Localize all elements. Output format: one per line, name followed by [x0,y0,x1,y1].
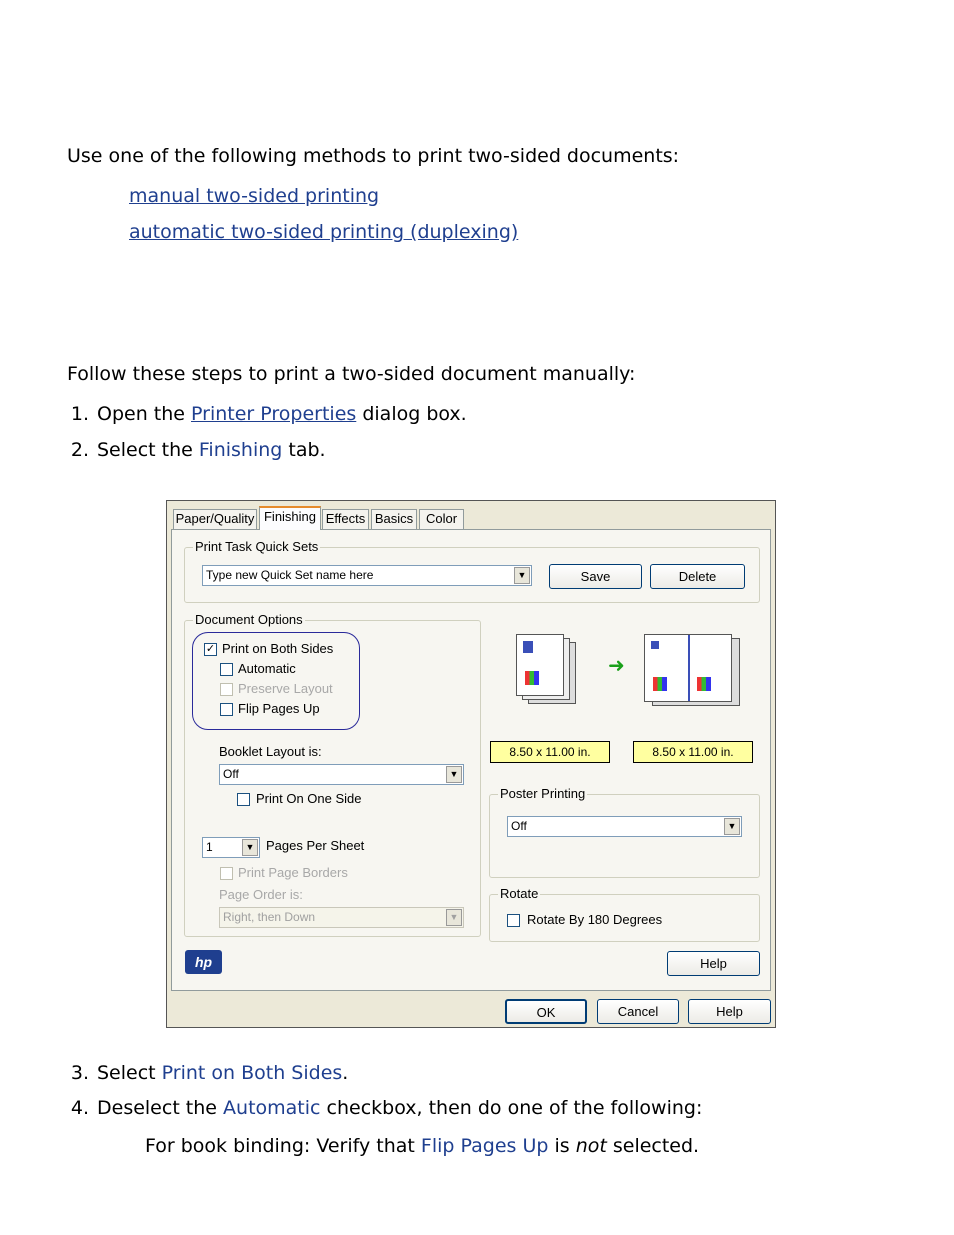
booklet-layout-label: Booklet Layout is: [219,744,322,759]
page-borders-label: Print Page Borders [238,865,348,880]
single-page-icon [516,634,564,696]
booklet-layout-combo[interactable] [219,764,464,785]
tab-color[interactable]: Color [419,509,464,529]
chevron-down-icon: ▼ [446,909,462,926]
size-label-left: 8.50 x 11.00 in. [490,741,610,763]
preserve-layout-label: Preserve Layout [238,681,333,696]
step-1 [57,403,467,425]
note-emphasis: not [575,1135,607,1157]
print-one-side-checkbox[interactable] [237,793,250,806]
poster-printing-label: Poster Printing [500,786,586,801]
automatic-highlight: Automatic [223,1097,321,1119]
manual-two-sided-link[interactable]: manual two-sided printing [129,185,380,207]
page-header-block [523,641,533,653]
tab-finishing[interactable]: Finishing [259,506,321,530]
finishing-highlight: Finishing [198,439,283,461]
pages-per-sheet-label: Pages Per Sheet [266,838,365,853]
step-text: . [342,1062,349,1084]
flip-pages-checkbox[interactable] [220,703,233,716]
document-options-label: Document Options [195,612,303,627]
booklet-icon [644,634,732,702]
booklet-spine [688,635,690,701]
tab-effects[interactable]: Effects [322,509,369,529]
step-text: checkbox, then do one of the following: [320,1097,703,1119]
help-inner-button[interactable]: Help [667,951,760,976]
automatic-checkbox[interactable] [220,663,233,676]
flip-pages-label: Flip Pages Up [238,701,320,716]
step-4 [57,1097,702,1119]
preserve-layout-checkbox [220,683,233,696]
chevron-down-icon[interactable]: ▼ [242,839,258,856]
tab-basics[interactable]: Basics [371,509,417,529]
delete-button[interactable]: Delete [650,564,745,589]
print-one-side-label: Print On One Side [256,791,362,806]
chevron-down-icon[interactable]: ▼ [446,766,462,783]
chevron-down-icon[interactable]: ▼ [514,567,530,584]
page-borders-checkbox [220,867,233,880]
automatic-two-sided-link[interactable]: automatic two-sided printing (duplexing) [129,221,519,243]
page-order-label: Page Order is: [219,887,303,902]
book-binding-note [145,1135,699,1157]
finishing-panel [171,529,771,991]
help-button[interactable]: Help [688,999,771,1024]
save-button[interactable]: Save [549,564,642,589]
intro-text: Use one of the following methods to print two-sided documents: [67,145,680,167]
both-sides-label: Print on Both Sides [222,641,334,656]
size-label-right: 8.50 x 11.00 in. [633,741,753,763]
steps-intro: Follow these steps to print a two-sided document manually: [67,363,636,385]
page-chart-block [697,677,711,691]
page-chart-block [525,671,539,685]
step-2 [57,439,326,461]
poster-printing-combo[interactable] [507,816,742,837]
note-text: For book binding: Verify that [145,1135,421,1157]
rotate-checkbox[interactable] [507,914,520,927]
step-number: 2. [70,439,89,461]
step-text: Select the [97,439,199,461]
step-3 [57,1062,348,1084]
page-chart-block [653,677,667,691]
both-sides-checkbox[interactable]: ✓ [205,643,216,655]
flip-pages-highlight: Flip Pages Up [420,1135,549,1157]
poster-printing-value: Off [511,819,527,833]
quick-sets-label: Print Task Quick Sets [195,539,319,554]
step-text: Open the [97,403,192,425]
step-number: 3. [70,1062,89,1084]
quick-set-combo[interactable] [202,565,532,586]
quick-set-value: Type new Quick Set name here [206,568,374,582]
page-header-block [651,641,659,649]
chevron-down-icon[interactable]: ▼ [724,818,740,835]
pages-per-sheet-combo[interactable] [202,837,260,858]
rotate-label: Rotate [500,886,539,901]
step-text: Select [97,1062,162,1084]
printer-properties-link[interactable]: Printer Properties [191,403,357,425]
cancel-button[interactable]: Cancel [597,999,679,1024]
automatic-label: Automatic [238,661,296,676]
note-text: selected. [606,1135,700,1157]
print-both-sides-highlight: Print on Both Sides [161,1062,343,1084]
step-number: 4. [70,1097,89,1119]
pages-per-sheet-value: 1 [206,840,213,854]
booklet-layout-value: Off [223,767,239,781]
step-text: Deselect the [97,1097,224,1119]
printer-properties-dialog [166,500,776,1028]
arrow-right-icon: ➜ [608,655,625,677]
step-text: tab. [282,439,326,461]
hp-logo: hp [185,950,222,974]
step-number: 1. [70,403,89,425]
page-order-combo [219,907,464,928]
ok-button[interactable]: OK [505,999,587,1024]
rotate-option-label: Rotate By 180 Degrees [527,912,663,927]
page-order-value: Right, then Down [223,910,316,924]
note-text: is [548,1135,576,1157]
step-text: dialog box. [356,403,467,425]
tab-paper-quality[interactable]: Paper/Quality [173,509,257,529]
